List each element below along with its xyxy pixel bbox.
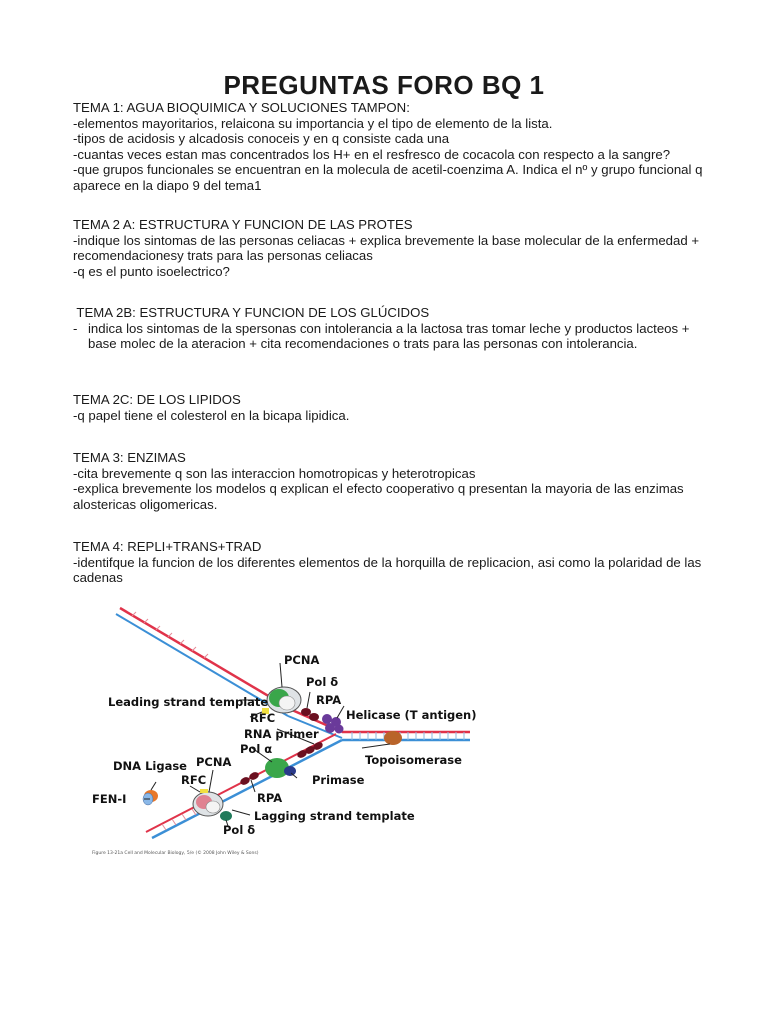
leading-strand-dna bbox=[116, 608, 342, 738]
bullet-item bbox=[73, 321, 713, 352]
question-line: -explica brevemente los modelos q explican el efecto cooperativo q presentan la mayoria de las enzimas alostericas oligomericas. bbox=[73, 481, 684, 512]
parental-duplex bbox=[342, 732, 470, 740]
question-line: -que grupos funcionales se encuentran en la molecula de acetil-coenzima A. Indica el nº y grupo funcional q aparece en la diapo 9 del tema1 bbox=[73, 162, 703, 193]
section-heading: TEMA 4: REPLI+TRANS+TRAD bbox=[73, 539, 262, 554]
section-tema-1 bbox=[73, 100, 713, 194]
question-line: -cuantas veces estan mas concentrados los H+ en el resfresco de cocacola con respecto a la sangre? bbox=[73, 146, 671, 162]
question-line: -indique los sintomas de las personas celiacas + explica brevemente la base molecular de la enfermedad + recomendacionesy trats para las personas celiacas bbox=[73, 232, 700, 264]
label-pol-alpha: Pol α bbox=[240, 742, 273, 756]
label-rfc-bottom: RFC bbox=[181, 773, 207, 787]
label-primase: Primase bbox=[312, 773, 365, 787]
document-title: PREGUNTAS FORO BQ 1 bbox=[223, 70, 545, 100]
question-line: -q papel tiene el colesterol en la bicapa lipidica. bbox=[73, 407, 350, 423]
bullet-dash: - bbox=[73, 320, 78, 336]
section-tema-2a bbox=[73, 217, 713, 279]
label-rna-primer: RNA primer bbox=[244, 727, 319, 741]
question-line: -cita brevemente q son las interaccion homotropicas y heterotropicas bbox=[73, 465, 476, 481]
section-tema-4 bbox=[73, 539, 713, 586]
section-tema-3 bbox=[73, 450, 713, 512]
section-tema-2c bbox=[73, 392, 713, 423]
label-rfc-top: RFC bbox=[250, 711, 276, 725]
replication-fork-figure bbox=[92, 598, 500, 880]
rfc-bottom-icon bbox=[200, 789, 208, 793]
pol-delta-bottom-icon bbox=[220, 811, 232, 821]
label-pcna-bottom: PCNA bbox=[196, 755, 232, 769]
question-line: -elementos mayoritarios, relaicona su importancia y el tipo de elemento de la lista. bbox=[73, 115, 553, 131]
section-heading: TEMA 2C: DE LOS LIPIDOS bbox=[73, 392, 241, 407]
pcna-top-icon bbox=[267, 687, 301, 713]
label-topoisomerase: Topoisomerase bbox=[365, 753, 462, 767]
pcna-bottom-icon bbox=[193, 792, 223, 816]
section-heading: TEMA 2 A: ESTRUCTURA Y FUNCION DE LAS PROTES bbox=[73, 217, 413, 232]
question-line: -identifque la funcion de los diferentes elementos de la horquilla de replicacion, asi como la polaridad de las cadenas bbox=[73, 554, 702, 586]
topoisomerase-icon bbox=[384, 731, 402, 745]
question-line: indica los sintomas de la spersonas con intolerancia a la lactosa tras tomar leche y productos lacteos + base molec de la ateracion + cita recomendaciones o trats para las personas con intolerancia. bbox=[88, 320, 690, 352]
label-rpa-top: RPA bbox=[316, 693, 342, 707]
label-dna-ligase: DNA Ligase bbox=[113, 759, 187, 773]
label-rpa-bottom: RPA bbox=[257, 791, 283, 805]
label-pcna-top: PCNA bbox=[284, 653, 320, 667]
label-pol-delta-bottom: Pol δ bbox=[223, 823, 256, 837]
label-fen-i: FEN-I bbox=[92, 792, 127, 806]
leading-base-pairs bbox=[132, 612, 208, 658]
figure-caption: Figure 13-21a Cell and Molecular Biology, 5/e (© 2008 John Wiley & Sons) bbox=[92, 851, 259, 856]
label-lagging-strand: Lagging strand template bbox=[254, 809, 415, 823]
section-heading: TEMA 3: ENZIMAS bbox=[73, 450, 186, 465]
pol-alpha-primase-icon bbox=[265, 758, 296, 778]
section-tema-2b bbox=[73, 305, 713, 352]
section-heading: TEMA 1: AGUA BIOQUIMICA Y SOLUCIONES TAMPON: bbox=[73, 100, 410, 115]
question-line: -q es el punto isoelectrico? bbox=[73, 263, 230, 279]
rpa-top-icon bbox=[301, 708, 319, 721]
label-leading-strand: Leading strand template bbox=[108, 695, 269, 709]
label-helicase: Helicase (T antigen) bbox=[346, 708, 477, 722]
label-pol-delta-top: Pol δ bbox=[306, 675, 339, 689]
section-heading: TEMA 2B: ESTRUCTURA Y FUNCION DE LOS GLÚCIDOS bbox=[73, 305, 430, 320]
question-line: -tipos de acidosis y alcadosis conoceis y en q consiste cada una bbox=[73, 131, 450, 147]
